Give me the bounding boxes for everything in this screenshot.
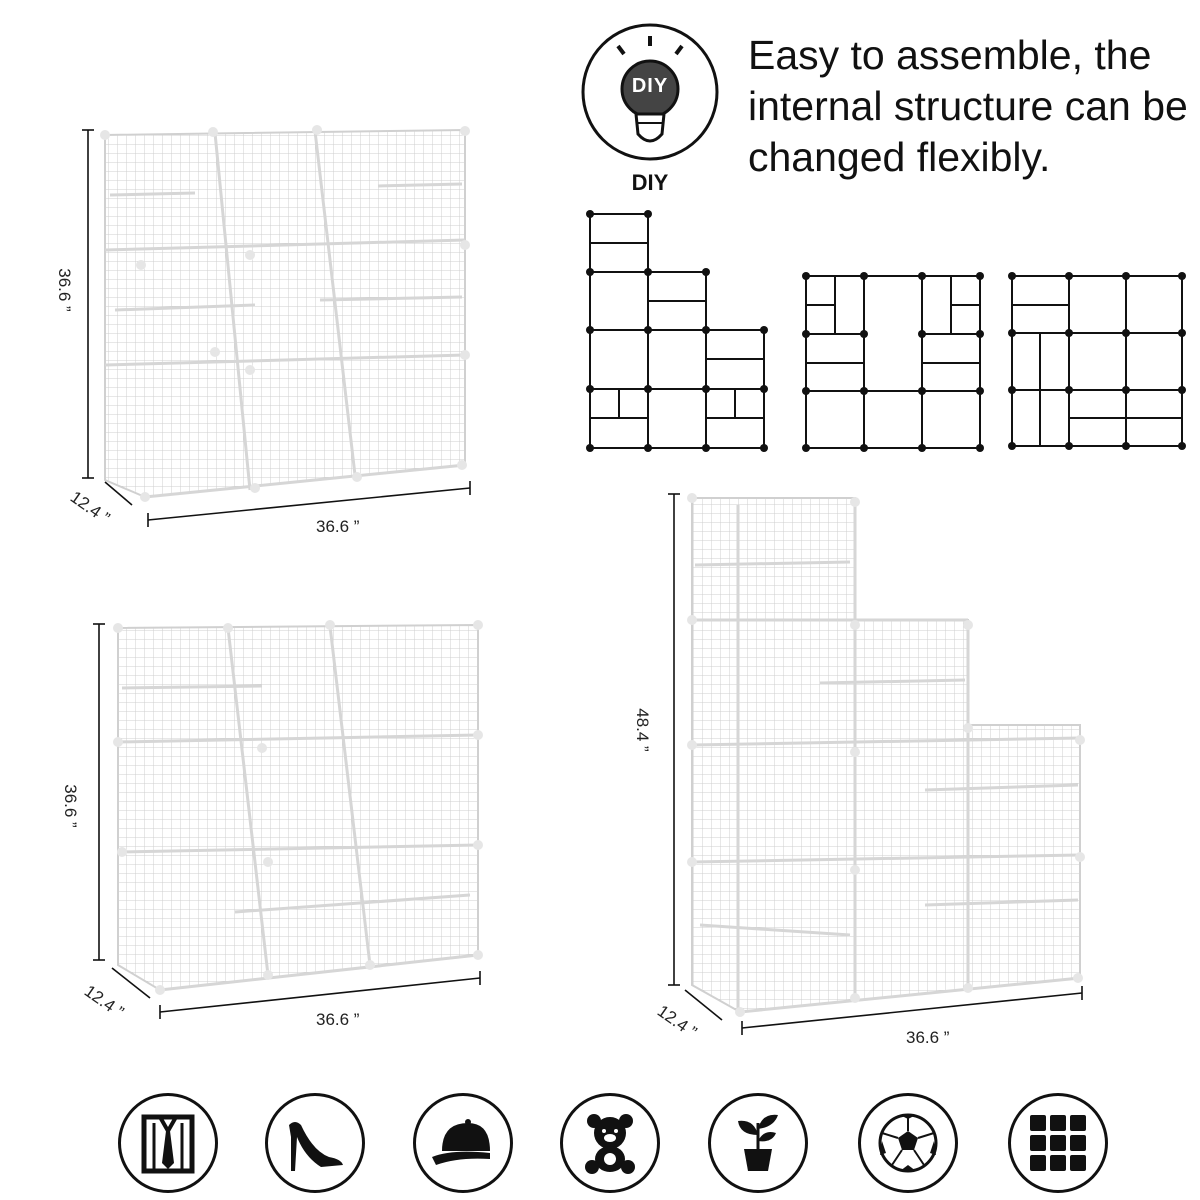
- heading-line-3: changed flexibly.: [748, 134, 1051, 180]
- high-heel-icon: [265, 1093, 365, 1193]
- unit1-width-label: 36.6 ”: [316, 517, 360, 536]
- diy-label: DIY: [631, 170, 669, 195]
- cube-unit-3x3-bottom: [113, 620, 483, 995]
- unit1-height-label: 36.6 ”: [55, 268, 74, 312]
- unit1-depth-label: 12.4 ”: [66, 487, 114, 528]
- teddy-bear-icon: [560, 1093, 660, 1193]
- unit2-width-label: 36.6 ”: [316, 1010, 360, 1029]
- diy-icon-text: DIY: [631, 75, 669, 97]
- soccer-ball-icon: [858, 1093, 958, 1193]
- shirt-icon: [118, 1093, 218, 1193]
- plant-icon: [708, 1093, 808, 1193]
- cube-unit-staircase: [687, 493, 1085, 1017]
- unit3-height-label: 48.4 ”: [633, 708, 652, 752]
- unit2-depth-label: 12.4 ”: [80, 981, 128, 1022]
- cap-icon: [413, 1093, 513, 1193]
- cube-grid-icon: [1008, 1093, 1108, 1193]
- unit3-width-label: 36.6 ”: [906, 1028, 950, 1047]
- unit3-depth-label: 12.4 ”: [653, 1001, 701, 1042]
- unit2-height-label: 36.6 ”: [61, 784, 80, 828]
- cube-unit-3x3-top: [100, 125, 470, 502]
- heading-line-1: Easy to assemble, the: [748, 32, 1152, 78]
- heading-line-2: internal structure can be: [748, 83, 1188, 129]
